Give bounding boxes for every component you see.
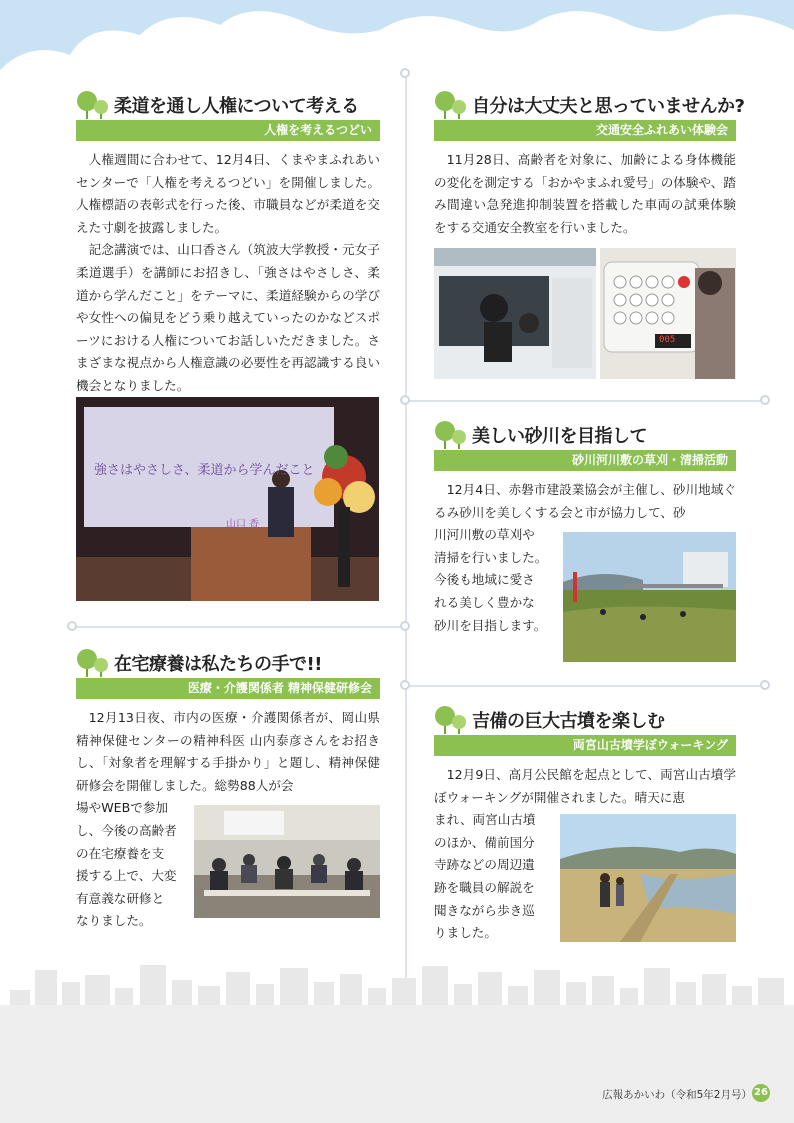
divider-node (400, 621, 410, 631)
divider-node (400, 68, 410, 78)
article-body (76, 149, 380, 398)
photo-reaction-test (600, 248, 736, 379)
wrap-line: なりました。 (76, 913, 152, 929)
article-paragraph: 12月9日、高月公民館を起点として、両宮山古墳学ぼウォーキングが開催されました。晴天に恵 (434, 767, 736, 805)
article-judo-human-rights (76, 90, 380, 398)
article-traffic-safety (434, 90, 745, 239)
wrap-line: まれ、両宮山古墳 (434, 812, 536, 828)
photo-seminar-room (194, 805, 380, 918)
photo-river-cleanup (563, 532, 736, 662)
article-subtitle-bar: 医療・介護関係者 精神保健研修会 (76, 678, 380, 699)
reaction-board-scene (600, 248, 736, 379)
article-paragraph: 11月28日、高齢者を対象に、加齢による身体機能の変化を測定する「おかやまふれ愛号」の体験や、踏み間違い急発進抑制装置を搭載した車両の試乗体験をする交通安全教室を行いました。 (434, 152, 736, 235)
wrap-line: 寺跡などの周辺遺 (434, 857, 535, 873)
wrap-line: のほか、備前国分 (434, 834, 535, 850)
article-paragraph: 人権週間に合わせて、12月4日、くまやまふれあいセンターで「人権を考えるつどい」を開催しました。人権標語の表彰式を行った後、市職員などが柔道を交えた寸劇を披露しました。 (76, 152, 380, 235)
wrap-line: 場やWEBで参加 (76, 800, 169, 816)
walking-scene (560, 814, 736, 942)
row-divider-right-2 (405, 685, 765, 687)
article-paragraph: 記念講演では、山口香さん（筑波大学教授・元女子柔道選手）を講師にお招きし、「強さはやさしさ、柔道から学んだこと」をテーマに、柔道経験からの学びや女性への偏見をどう乗り越えていったのかなどスポーツにおける人権についてお話しいただきました。さまざまな視点から人権意識の必要性を再認識する良い機会となりました。 (76, 242, 380, 393)
wrap-line: れる美しく豊かな (434, 594, 535, 610)
tree-icon (434, 420, 468, 450)
footer-publication: 広報あかいわ（令和5年2月号） (602, 1089, 752, 1101)
reaction-display: 005 (659, 335, 676, 345)
wrap-line: 聞きながら歩き巡 (434, 902, 535, 918)
seminar-scene (194, 805, 380, 918)
slide-caption: 強さはやさしさ、柔道から学んだこと (94, 463, 315, 478)
river-scene (563, 532, 736, 662)
wrap-line: 跡を職員の解説を (434, 879, 535, 895)
wrap-line: 清掃を行いました。 (434, 549, 548, 565)
article-title: 自分は大丈夫と思っていませんか? (472, 96, 745, 117)
article-paragraph: 12月13日夜、市内の医療・介護関係者が、岡山県精神保健センターの精神科医 山内泰彦さんをお招きし、「対象者を理解する手掛かり」と題し、精神保健研修会を開催しました。総勢88人が会 (76, 710, 380, 793)
divider-node (67, 621, 77, 631)
wrap-line: の在宅療養を支 (76, 845, 165, 861)
divider-node (760, 680, 770, 690)
city-skyline-decoration (0, 960, 794, 1010)
divider-node (400, 680, 410, 690)
page-number: 26 (752, 1084, 770, 1102)
wrap-line: りました。 (434, 925, 497, 941)
article-title: 柔道を通し人権について考える (114, 96, 359, 117)
footer-band (0, 1005, 794, 1123)
divider-node (760, 395, 770, 405)
row-divider-left (70, 626, 405, 628)
tree-icon (76, 648, 110, 678)
row-divider-right-1 (405, 400, 765, 402)
photo-tumulus-walking (560, 814, 736, 942)
article-title: 美しい砂川を目指して (472, 426, 647, 447)
article-paragraph: 12月4日、赤磐市建設業協会が主催し、砂川地域ぐるみ砂川を美しくする会と市が協力して、砂 (434, 482, 736, 520)
cloud-header-decoration (0, 0, 794, 90)
wrap-line: 援する上で、大変 (76, 868, 177, 884)
photo-car-test-drive (434, 248, 596, 379)
wrap-line: 川河川敷の草刈や (434, 527, 535, 543)
car-scene (434, 248, 596, 379)
article-subtitle-bar: 人権を考えるつどい (76, 120, 380, 141)
lecture-scene (76, 397, 379, 601)
article-subtitle-bar: 両宮山古墳学ぼウォーキング (434, 735, 736, 756)
article-subtitle-bar: 交通安全ふれあい体験会 (434, 120, 736, 141)
wrap-line: し、今後の高齢者 (76, 822, 177, 838)
tree-icon (76, 90, 110, 120)
article-subtitle-bar: 砂川河川敷の草刈・清掃活動 (434, 450, 736, 471)
article-title: 吉備の巨大古墳を楽しむ (472, 711, 665, 732)
tree-icon (434, 90, 468, 120)
photo-lecture-stage (76, 397, 379, 601)
wrap-line: 今後も地域に愛さ (434, 572, 535, 588)
wrap-line: 有意義な研修と (76, 890, 165, 906)
divider-node (400, 395, 410, 405)
wrap-line: 砂川を目指します。 (434, 617, 547, 633)
tree-icon (434, 705, 468, 735)
slide-name-tag: 山口 香 (226, 519, 260, 530)
article-title: 在宅療養は私たちの手で!! (114, 654, 322, 675)
column-divider (405, 72, 407, 1012)
